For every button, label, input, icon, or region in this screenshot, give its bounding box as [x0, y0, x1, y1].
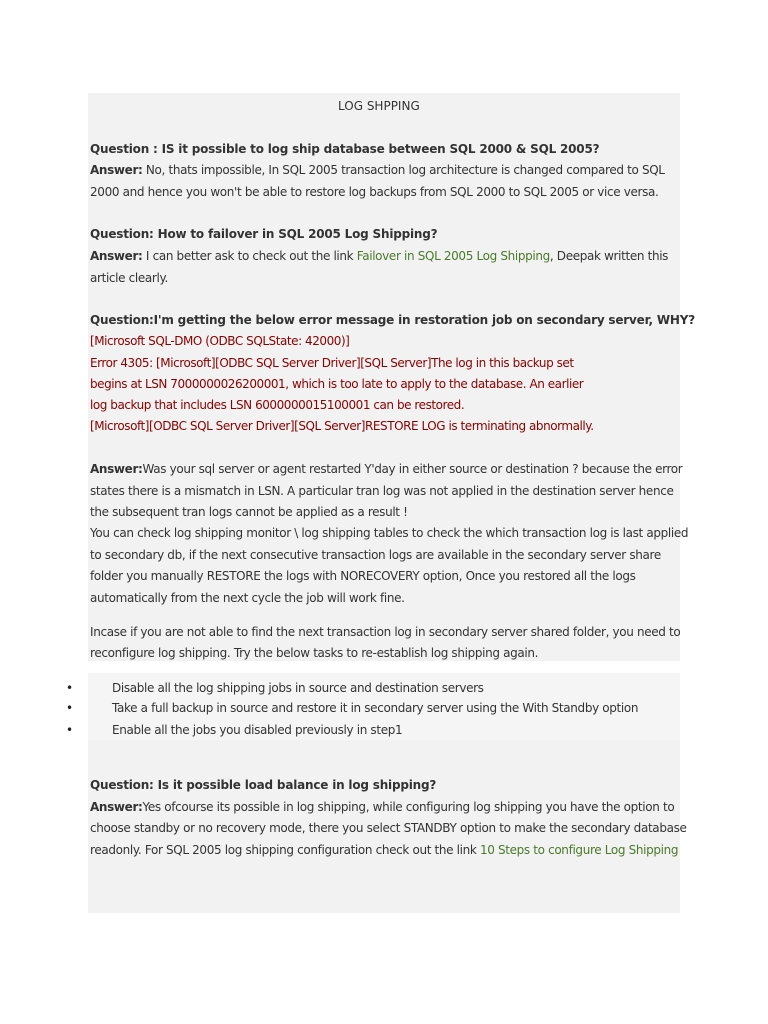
- incase-line: reconfigure log shipping. Try the below tasks to re-establish log shipping again.: [90, 646, 539, 660]
- question-2: Question: How to failover in SQL 2005 Log Shipping?: [90, 227, 438, 241]
- answer-3-line: automatically from the next cycle the job will work fine.: [90, 591, 405, 605]
- answer-2-line-1: Answer: I can better ask to check out the link Failover in SQL 2005 Log Shipping, Deepak written this: [90, 249, 669, 263]
- error-line: [Microsoft SQL-DMO (ODBC SQLState: 42000)]: [90, 334, 350, 348]
- answer-3-line: to secondary db, if the next consecutive transaction logs are available in the secondary server share: [90, 548, 661, 562]
- answer-4-line-2: choose standby or no recovery mode, there you select STANDBY option to make the secondary database: [90, 821, 687, 835]
- question-1: Question : IS it possible to log ship database between SQL 2000 & SQL 2005?: [90, 142, 600, 156]
- answer-3-line: states there is a mismatch in LSN. A particular tran log was not applied in the destination server hence: [90, 484, 674, 498]
- error-line: begins at LSN 7000000026200001, which is too late to apply to the database. An earlier: [90, 377, 584, 391]
- bullet-marker: •: [66, 723, 74, 737]
- bullet-item: Enable all the jobs you disabled previously in step1: [112, 723, 403, 737]
- question-4: Question: Is it possible load balance in log shipping?: [90, 778, 437, 792]
- bullet-marker: •: [66, 701, 74, 715]
- answer-3-line: You can check log shipping monitor \ log shipping tables to check the which transaction log is last applied: [90, 526, 689, 540]
- error-line: [Microsoft][ODBC SQL Server Driver][SQL Server]RESTORE LOG is terminating abnormally.: [90, 419, 594, 433]
- bullet-marker: •: [66, 681, 74, 695]
- answer-1-line-1: Answer: No, thats impossible, In SQL 2005 transaction log architecture is changed compared to SQL: [90, 163, 665, 177]
- answer-4-line-3: readonly. For SQL 2005 log shipping configuration check out the link 10 Steps to configure Log Shipping: [90, 843, 679, 857]
- bullet-item: Take a full backup in source and restore it in secondary server using the With Standby option: [112, 701, 639, 715]
- answer-2-line-2: article clearly.: [90, 271, 168, 285]
- answer-label: Answer:: [90, 800, 143, 814]
- page-title: LOG SHPPING: [338, 99, 420, 113]
- answer-3-line: folder you manually RESTORE the logs with NORECOVERY option, Once you restored all the logs: [90, 569, 636, 583]
- error-line: log backup that includes LSN 6000000015100001 can be restored.: [90, 398, 465, 412]
- answer-label: Answer:: [90, 249, 143, 263]
- failover-link[interactable]: Failover in SQL 2005 Log Shipping: [356, 249, 550, 263]
- configure-log-shipping-link[interactable]: 10 Steps to configure Log Shipping: [479, 843, 679, 857]
- answer-4-line-1: Answer:Yes ofcourse its possible in log shipping, while configuring log shipping you have the option to: [90, 800, 675, 814]
- answer-1-line-2: 2000 and hence you won't be able to restore log backups from SQL 2000 to SQL 2005 or vice versa.: [90, 185, 659, 199]
- incase-line: Incase if you are not able to find the next transaction log in secondary server shared folder, you need to: [90, 625, 681, 639]
- answer-label: Answer:: [90, 163, 143, 177]
- bullet-item: Disable all the log shipping jobs in source and destination servers: [112, 681, 484, 695]
- answer-3-line: the subsequent tran logs cannot be applied as a result !: [90, 505, 408, 519]
- answer-label: Answer:: [90, 462, 143, 476]
- answer-3-line-1: Answer:Was your sql server or agent restarted Y'day in either source or destination ? because the error: [90, 462, 683, 476]
- error-line: Error 4305: [Microsoft][ODBC SQL Server Driver][SQL Server]The log in this backup set: [90, 356, 574, 370]
- question-3: Question:I'm getting the below error message in restoration job on secondary server, WHY?: [90, 313, 695, 327]
